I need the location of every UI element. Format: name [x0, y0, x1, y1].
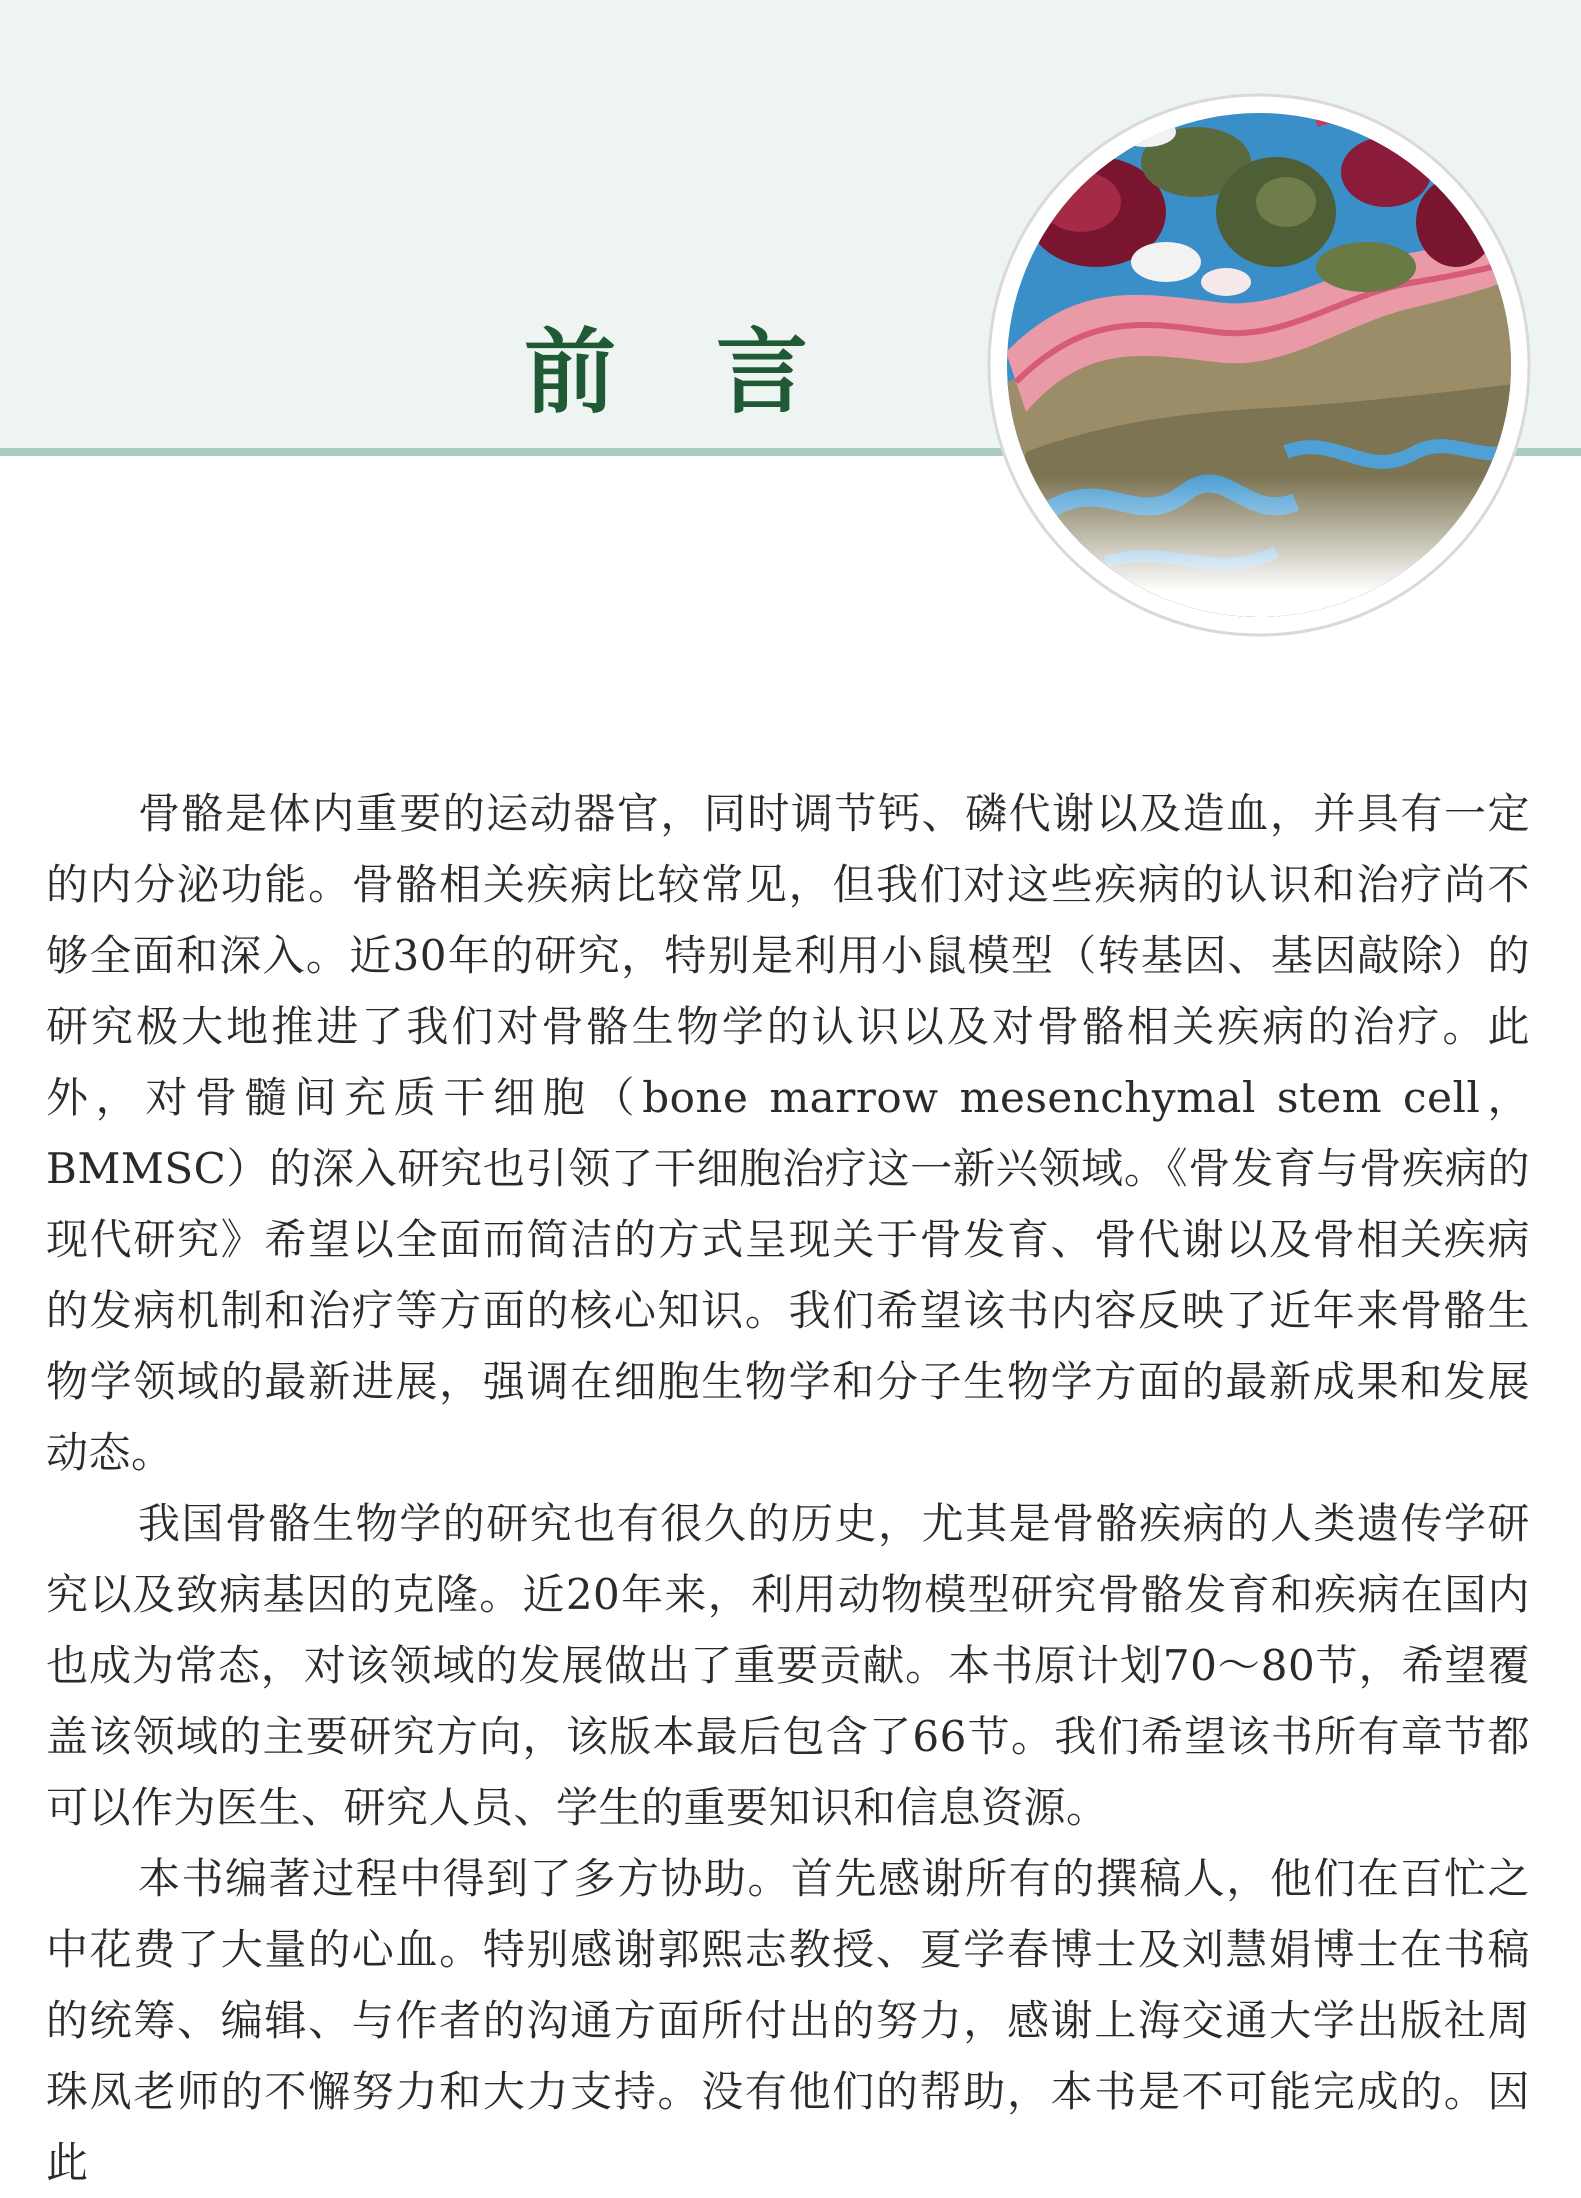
paragraph-2: 我国骨骼生物学的研究也有很久的历史，尤其是骨骼疾病的人类遗传学研究以及致病基因的克隆。近20年来，利用动物模型研究骨骼发育和疾病在国内也成为常态，对该领域的发展做出了重要贡献。本书原计划70～80节，希望覆盖该领域的主要研究方向，该版本最后包含了66节。我们希望该书所有章节都可以作为医生、研究人员、学生的重要知识和信息资源。 [46, 1499, 1530, 1832]
page-title-char-2: 言 [716, 319, 809, 426]
page-title-char-1: 前 [523, 319, 616, 426]
paragraph-3: 本书编著过程中得到了多方协助。首先感谢所有的撰稿人，他们在百忙之中花费了大量的心血。特别感谢郭熙志教授、夏学春博士及刘慧娟博士在书稿的统筹、编辑、与作者的沟通方面所付出的努力，感谢上海交通大学出版社周珠凤老师的不懈努力和大力支持。没有他们的帮助，本书是不可能完成的。因此 [46, 1854, 1530, 2187]
histology-medallion-image [986, 92, 1532, 638]
paragraph-1: 骨骼是体内重要的运动器官，同时调节钙、磷代谢以及造血，并具有一定的内分泌功能。骨骼相关疾病比较常见，但我们对这些疾病的认识和治疗尚不够全面和深入。近30年的研究，特别是利用小鼠模型（转基因、基因敲除）的研究极大地推进了我们对骨骼生物学的认识以及对骨骼相关疾病的治疗。此外，对骨髓间充质干细胞（bone marrow mesenchymal stem cell，BMMSC）的深入研究也引领了干细胞治疗这一新兴领域。《骨发育与骨疾病的现代研究》希望以全面而简洁的方式呈现关于骨发育、骨代谢以及骨相关疾病的发病机制和治疗等方面的核心知识。我们希望该书内容反映了近年来骨骼生物学领域的最新进展，强调在细胞生物学和分子生物学方面的最新成果和发展动态。 [46, 789, 1530, 1477]
preface-body [46, 778, 1530, 2198]
